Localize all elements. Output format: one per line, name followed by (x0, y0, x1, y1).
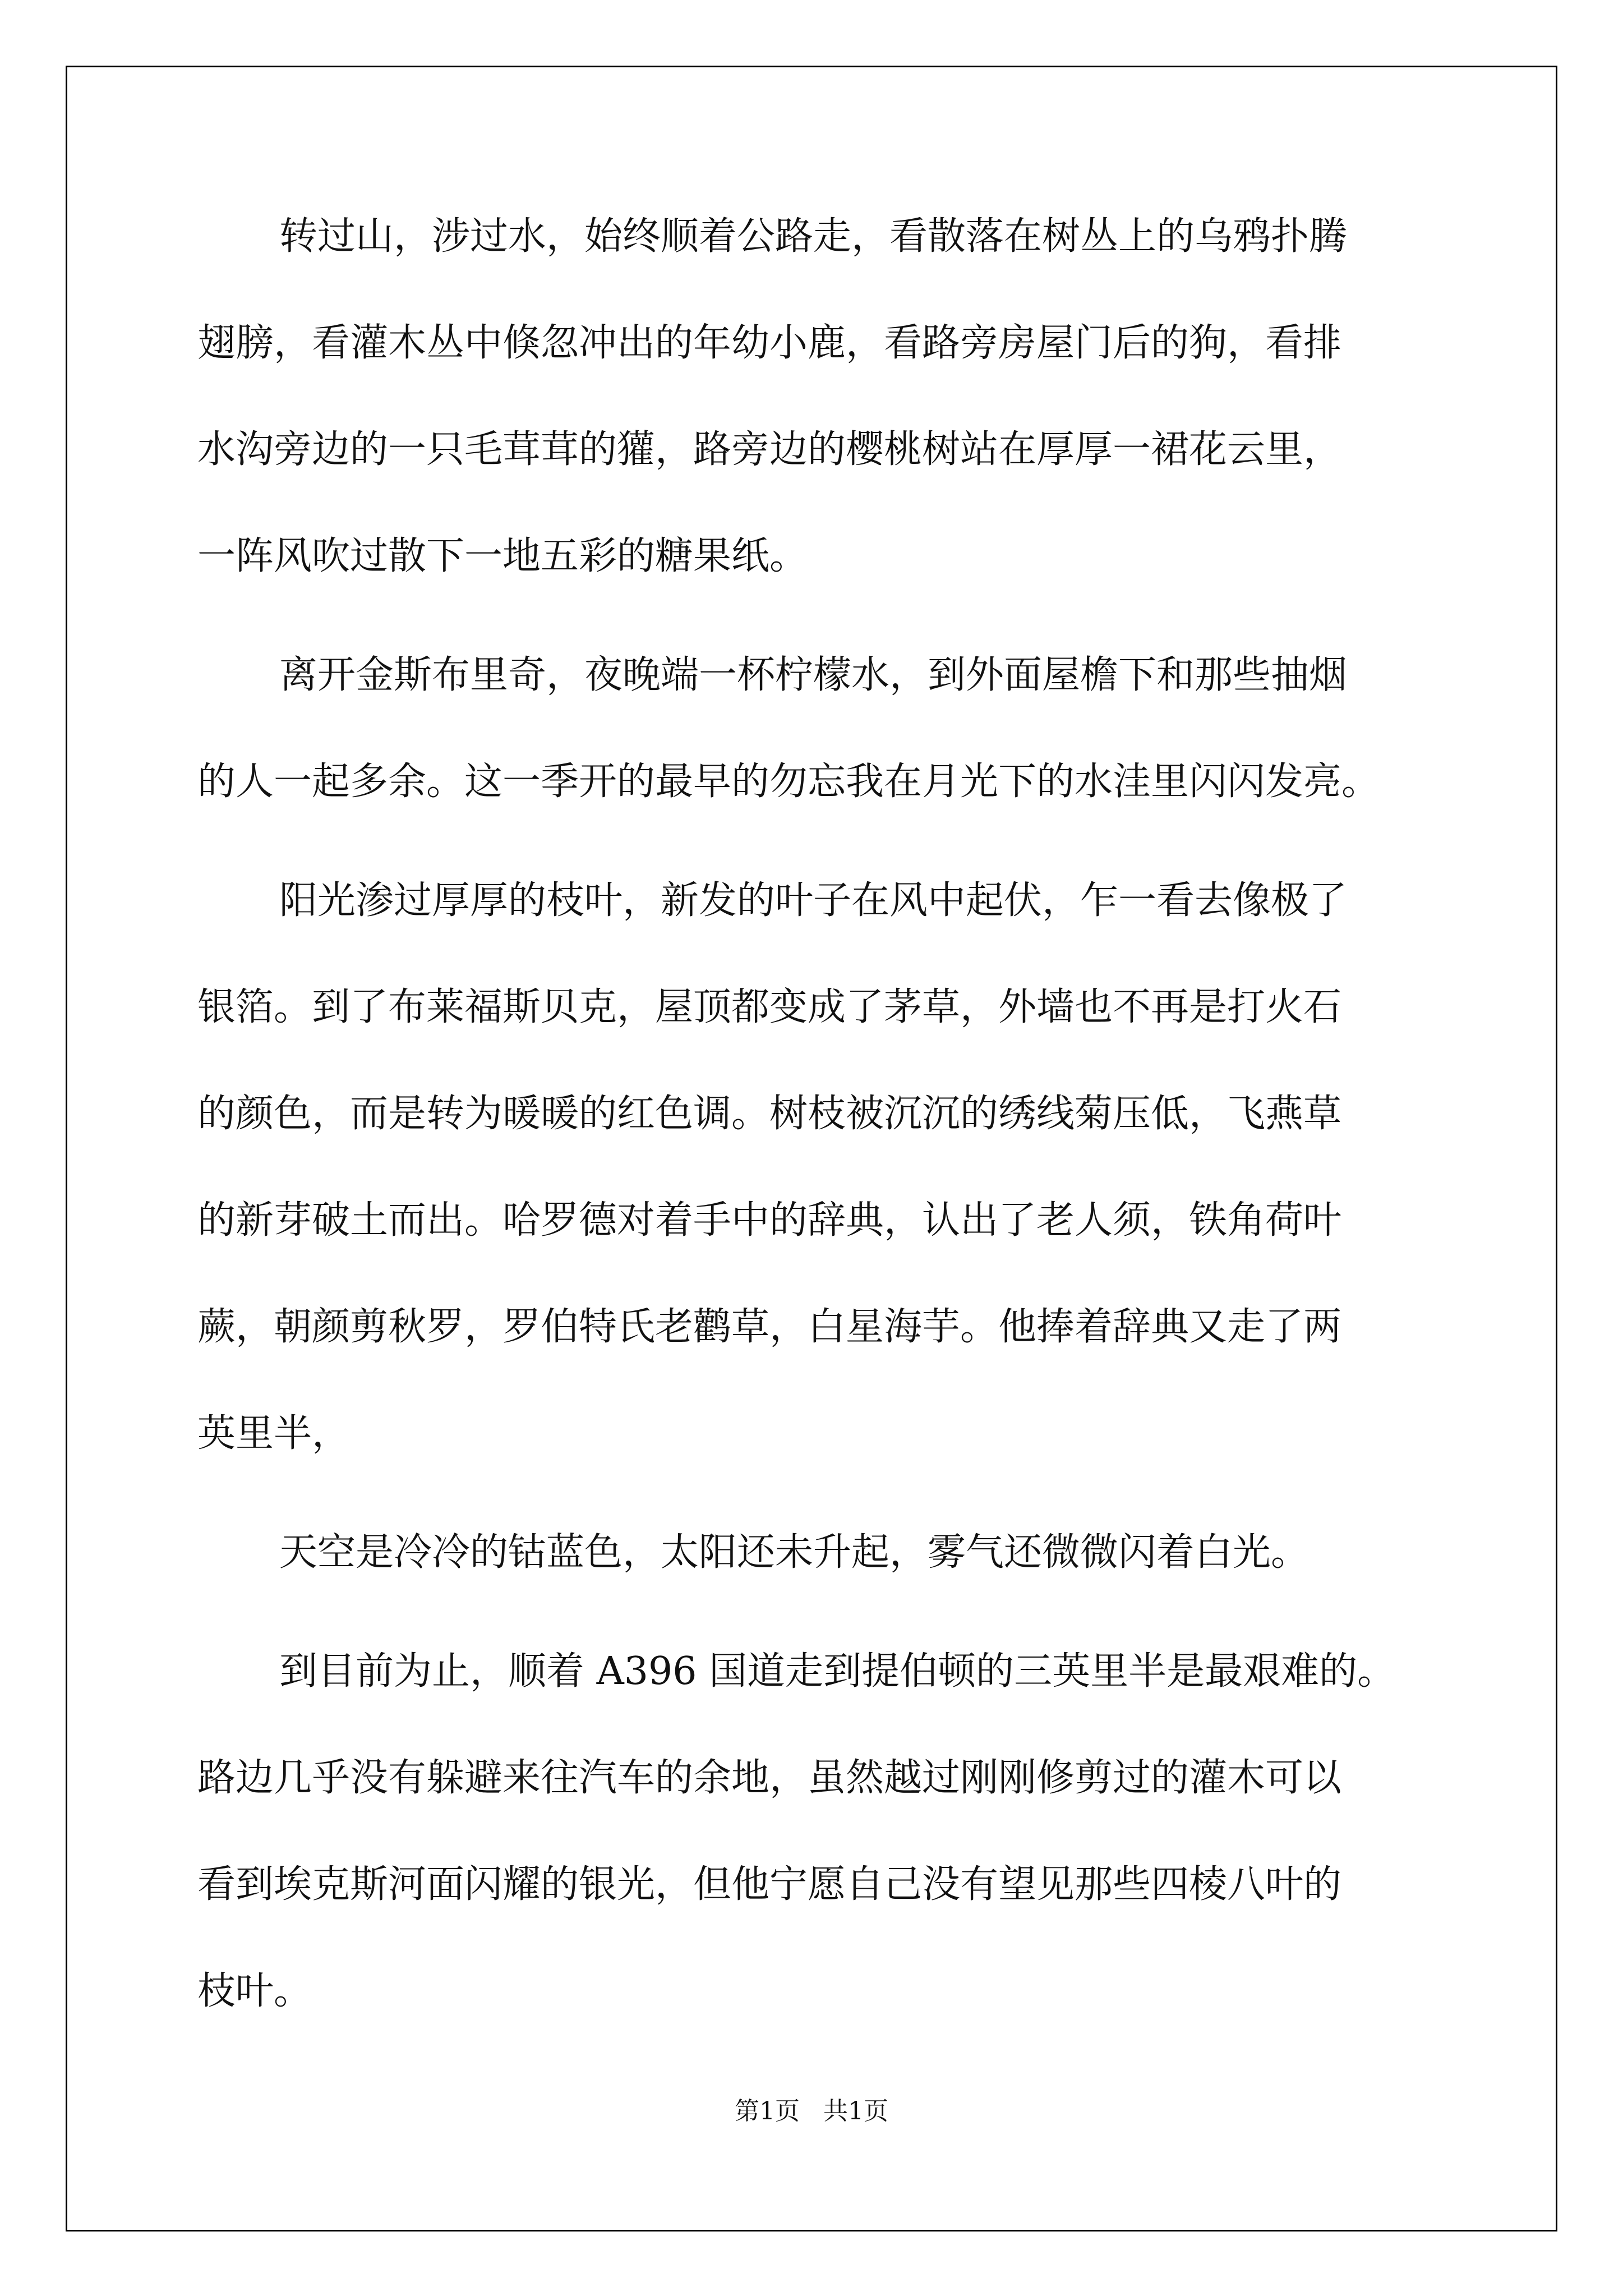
page-footer: 第1页 共1页 (735, 2097, 888, 2125)
text-line: 的新芽破土而出。哈罗德对着手中的辞典，认出了老人须，铁角荷叶 (197, 1198, 1342, 1243)
text-line: 看到埃克斯河面闪耀的银光，但他宁愿自己没有望见那些四棱八叶的 (197, 1862, 1342, 1907)
text-line: 枝叶。 (197, 1969, 312, 2013)
text-line: 一阵风吹过散下一地五彩的糖果纸。 (197, 534, 808, 578)
text-line: 英里半， (197, 1411, 351, 1456)
paragraph-3 (197, 878, 1441, 1521)
document-body (197, 214, 1441, 2091)
text-line: 到目前为止，顺着 A396 国道走到提伯顿的三英里半是最艰难的。 (279, 1649, 1396, 1694)
text-line: 水沟旁边的一只毛茸茸的獾，路旁边的樱桃树站在厚厚一裙花云里， (197, 427, 1342, 472)
paragraph-4 (197, 1530, 1441, 1640)
text-line: 的人一起多余。这一季开的最早的勿忘我在月光下的水洼里闪闪发亮。 (197, 760, 1380, 804)
text-line: 转过山，涉过水，始终顺着公路走，看散落在树丛上的乌鸦扑腾 (279, 214, 1348, 259)
text-line: 的颜色，而是转为暖暖的红色调。树枝被沉沉的绣线菊压低，飞燕草 (197, 1092, 1342, 1136)
text-line: 阳光渗过厚厚的枝叶，新发的叶子在风中起伏，乍一看去像极了 (279, 878, 1348, 923)
text-line: 离开金斯布里奇，夜晚端一杯柠檬水，到外面屋檐下和那些抽烟 (279, 653, 1348, 697)
paragraph-1 (197, 214, 1441, 644)
text-line: 天空是冷冷的钴蓝色，太阳还未升起，雾气还微微闪着白光。 (279, 1530, 1310, 1575)
paragraph-5 (197, 1649, 1441, 2079)
text-line: 翅膀，看灌木丛中倏忽冲出的年幼小鹿，看路旁房屋门后的狗，看排 (197, 321, 1342, 365)
text-line: 路边几乎没有躲避来往汽车的余地，虽然越过刚刚修剪过的灌木可以 (197, 1756, 1342, 1800)
text-line: 银箔。到了布莱福斯贝克，屋顶都变成了茅草，外墙也不再是打火石 (197, 985, 1342, 1029)
text-line: 蕨，朝颜剪秋罗，罗伯特氏老鹳草，白星海芋。他捧着辞典又走了两 (197, 1305, 1342, 1349)
paragraph-2 (197, 653, 1441, 869)
